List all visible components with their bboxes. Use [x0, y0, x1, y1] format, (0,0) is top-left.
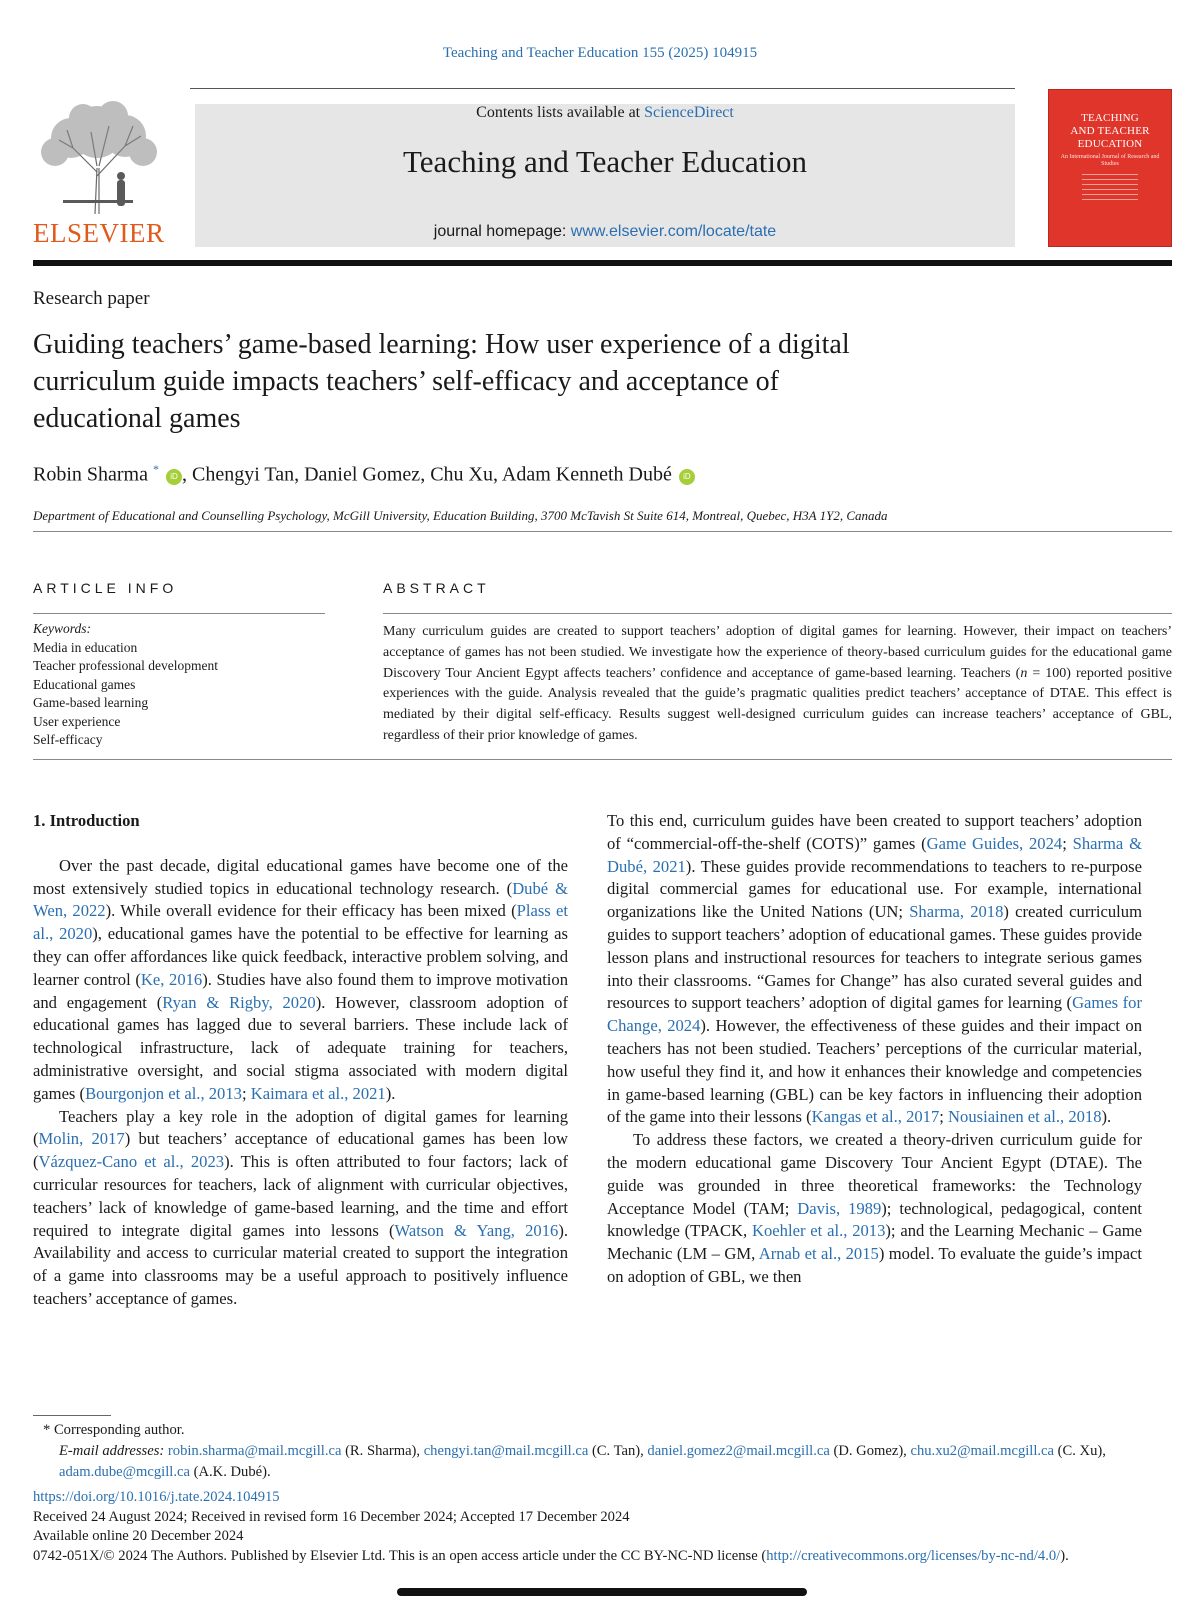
body-text: ) but teachers’ acceptance of educational games has been low ( — [33, 1129, 569, 1172]
received-dates: Received 24 August 2024; Received in revised form 16 December 2024; Accepted 17 December 2024 — [33, 1508, 630, 1525]
article-info-heading: ARTICLE INFO — [33, 580, 178, 596]
doi-link[interactable]: https://doi.org/10.1016/j.tate.2024.104915 — [33, 1489, 280, 1505]
citation-link[interactable]: Ke, 2016 — [140, 969, 203, 989]
abstract-rule — [383, 613, 1172, 614]
body-text: Teachers play a key role in the adoption of digital games for learning ( — [33, 1106, 568, 1149]
body-text: Over the past decade, digital educational games have become one of the most extensively studied topics in educational technology research. ( — [33, 855, 568, 898]
header-rule — [190, 88, 1015, 89]
citation-link[interactable]: Games for Change, 2024 — [607, 993, 1143, 1036]
body-text: ; — [1062, 833, 1073, 853]
citation-link[interactable]: Davis, 1989 — [797, 1198, 882, 1218]
email-addresses — [33, 1441, 1172, 1483]
section-divider — [33, 531, 1172, 532]
body-text: ) created curriculum guides to support teachers’ adoption of educational games. These guides provide lesson plans and instructional resources for teachers to integrate serious games into their classrooms. “Games for Change” has also curated several guides and resources to support teachers’ adoption of digital games for learning ( — [607, 902, 1142, 1013]
body-paragraph — [607, 1129, 1142, 1289]
keywords-block — [33, 620, 218, 750]
email-label: E-mail addresses: — [59, 1443, 168, 1459]
home-indicator-bar[interactable] — [397, 1588, 807, 1596]
journal-banner — [195, 104, 1015, 247]
citation-link[interactable]: Ryan & Rigby, 2020 — [162, 992, 316, 1012]
body-text: ). This is often attributed to four factors; lack of curricular resources for teachers, lack of alignment with curricular objectives, teachers’ lack of knowledge of game-based learning, and the time and effort required to integrate digital games into lessons ( — [33, 1152, 568, 1240]
citation-link[interactable]: Watson & Yang, 2016 — [394, 1220, 559, 1240]
email-link[interactable]: chu.xu2@mail.mcgill.ca — [910, 1443, 1055, 1459]
header-thick-rule — [33, 260, 1172, 266]
body-text: ); technological, pedagogical, content knowledge (TPACK, — [607, 1198, 1142, 1241]
email-link[interactable]: robin.sharma@mail.mcgill.ca — [167, 1443, 342, 1459]
footnotes — [33, 1420, 1172, 1483]
cover-title-line: EDUCATION — [1077, 138, 1143, 150]
citation-link[interactable]: Sharma & Dubé, 2021 — [607, 833, 1143, 876]
abstract-part: = 100) reported positive experiences with the guide. Analysis revealed that the guide’s pragmatic qualities predict teachers’ acceptance of DTAE. This effect is mediated by their digital self-efficacy. Results suggest well-designed curriculum guides can increase teachers’ acceptance of GBL, regardless of their prior knowledge of games. — [383, 665, 1172, 743]
author-name[interactable]: Daniel Gomez — [304, 463, 421, 486]
citation-link[interactable]: Dubé & Wen, 2022 — [33, 878, 568, 921]
body-text: ). While overall evidence for their efficacy has been mixed ( — [105, 901, 517, 921]
sciencedirect-link[interactable]: ScienceDirect — [644, 104, 734, 121]
keyword-item: Game-based learning — [33, 695, 149, 710]
citation-link[interactable]: Vázquez-Cano et al., 2023 — [38, 1152, 225, 1172]
title-line: curriculum guide impacts teachers’ self-efficacy and acceptance of — [33, 366, 780, 397]
body-text: ; — [241, 1083, 251, 1103]
footnote-rule — [33, 1415, 111, 1416]
contents-prefix: Contents lists available at — [476, 104, 645, 121]
body-text: ). Availability and access to curricular material created to support the integration of a game into classrooms may be a useful approach to positively influence teachers’ acceptance of games. — [33, 1220, 568, 1308]
body-paragraph — [607, 810, 1142, 1129]
email-owner: (C. Tan), — [588, 1443, 648, 1459]
bibliographic-info — [33, 1488, 1172, 1566]
email-link[interactable]: chengyi.tan@mail.mcgill.ca — [423, 1443, 589, 1459]
body-text: To address these factors, we created a theory-driven curriculum guide for the modern educational game Discovery Tour Ancient Egypt (DTAE). The guide was grounded in three theoretical frameworks: the Technology Acceptance Model (TAM; — [607, 1130, 1142, 1218]
body-text: ). — [385, 1083, 396, 1103]
body-text: ). However, the effectiveness of these guides and their impact on teachers has not been studied. Teachers’ perceptions of the curricular material, how useful they find it, and how it enhances their knowledge and competencies in game-based learning (GBL) can be key factors in influencing their adoption of the game into their lessons ( — [607, 1016, 1142, 1127]
homepage-prefix: journal homepage: — [433, 223, 571, 240]
body-paragraph — [33, 1106, 568, 1311]
citation-link[interactable]: Kaimara et al., 2021 — [250, 1083, 386, 1103]
keyword-item: Self-efficacy — [33, 732, 103, 747]
author-name[interactable]: Robin Sharma — [33, 463, 148, 486]
author-name[interactable]: Chu Xu — [430, 463, 493, 486]
contents-line — [195, 104, 1015, 122]
body-text: ). These guides provide recommendations to teachers to re-purpose digital commercial games for educational use. For example, international organizations like the United Nations (UN; — [607, 856, 1142, 922]
available-online-date: Available online 20 December 2024 — [33, 1528, 244, 1544]
author-name[interactable]: Chengyi Tan — [192, 463, 295, 486]
orcid-icon[interactable]: iD — [166, 469, 182, 485]
homepage-link[interactable]: www.elsevier.com/locate/tate — [570, 223, 777, 240]
email-owner: (D. Gomez), — [829, 1443, 911, 1459]
citation-link[interactable]: Koehler et al., 2013 — [752, 1221, 886, 1241]
citation-link[interactable]: Nousiainen et al., 2018 — [948, 1107, 1102, 1127]
keywords-label: Keywords: — [33, 621, 91, 636]
body-text: ). Studies have also found them to improve motivation and engagement ( — [33, 969, 569, 1012]
citation-link[interactable]: Bourgonjon et al., 2013 — [85, 1083, 242, 1103]
article-type: Research paper — [33, 288, 150, 309]
abstract-text — [383, 622, 1172, 747]
abstract-heading: ABSTRACT — [383, 580, 490, 596]
tree-emblem-icon — [33, 96, 165, 216]
title-line: educational games — [33, 403, 241, 434]
journal-title: Teaching and Teacher Education — [403, 144, 807, 179]
publisher-logo[interactable] — [33, 96, 165, 248]
email-owner: (A.K. Dubé). — [189, 1464, 271, 1480]
citation-link[interactable]: Molin, 2017 — [38, 1129, 125, 1149]
license-text: ). — [1060, 1547, 1069, 1564]
license-statement — [33, 1547, 1172, 1567]
license-text: 0742-051X/© 2024 The Authors. Published by Elsevier Ltd. This is an open access article under the CC BY-NC-ND license ( — [33, 1547, 767, 1564]
author-name[interactable]: Adam Kenneth Dubé — [501, 463, 672, 486]
article-title — [33, 326, 1093, 437]
email-link[interactable]: daniel.gomez2@mail.mcgill.ca — [647, 1443, 830, 1459]
body-column-left — [33, 810, 568, 1311]
email-link[interactable]: adam.dube@mcgill.ca — [59, 1464, 190, 1480]
publisher-name: ELSEVIER — [33, 218, 165, 248]
citation-link[interactable]: Plass et al., 2020 — [33, 901, 568, 944]
citation-link[interactable]: Kangas et al., 2017 — [811, 1107, 940, 1127]
article-info-rule — [33, 613, 325, 614]
body-text: ). However, classroom adoption of educational games has lagged due to several barriers. These include lack of technological infrastructure, lack of adequate training for teachers, administrative oversight, and social stigma associated with modern digital games ( — [33, 992, 569, 1103]
body-text: ; — [939, 1107, 949, 1127]
keyword-item: Educational games — [33, 676, 136, 692]
body-text: ); and the Learning Mechanic – Game Mechanic (LM – GM, — [607, 1221, 1142, 1264]
email-owner: (C. Xu), — [1054, 1443, 1106, 1459]
section-divider — [33, 759, 1172, 760]
license-link[interactable]: http://creativecommons.org/licenses/by-nc-nd/4.0/ — [766, 1547, 1061, 1564]
body-text: ). — [1101, 1107, 1112, 1127]
citation-link[interactable]: Arnab et al., 2015 — [758, 1244, 879, 1264]
author-list: Robin Sharma * iD , Chengyi Tan, Daniel Gomez, Chu Xu, Adam Kenneth Dubé iD — [33, 462, 695, 487]
introduction-heading: 1. Introduction — [33, 811, 140, 830]
email-owner: (R. Sharma), — [341, 1443, 424, 1459]
corresponding-author-mark[interactable]: * — [153, 462, 159, 476]
cover-subtitle: An International Journal of Research and Studies — [1060, 154, 1160, 167]
keyword-item: Teacher professional development — [33, 658, 218, 673]
corresponding-author-note: * Corresponding author. — [43, 1422, 185, 1438]
citation-link[interactable]: Sharma, 2018 — [909, 902, 1004, 922]
cover-text-lines — [1082, 174, 1138, 200]
sample-size-symbol: n — [1020, 665, 1028, 681]
keyword-item: Media in education — [33, 639, 138, 655]
title-line: Guiding teachers’ game-based learning: How user experience of a digital — [33, 329, 850, 360]
body-text: ), educational games have the potential to be effective for learning as they can offer affordances like quick feedback, interactive problem solving, and learner control ( — [33, 924, 568, 989]
journal-cover-thumbnail[interactable] — [1048, 89, 1172, 247]
body-column-right — [607, 810, 1142, 1289]
orcid-icon[interactable]: iD — [679, 469, 695, 485]
cover-title-line: AND TEACHER — [1070, 125, 1150, 137]
cover-title-line: TEACHING — [1081, 112, 1139, 124]
body-text: To this end, curriculum guides have been created to support teachers’ adoption of “commercial-off-the-shelf (COTS)” games ( — [607, 811, 1142, 853]
citation-link[interactable]: Game Guides, 2024 — [926, 833, 1063, 853]
abstract-part: Many curriculum guides are created to support teachers’ adoption of digital games for learning. However, their impact on teachers’ acceptance of games has not been studied. We investigate how the experience of theory-based curriculum guides for the educational game Discovery Tour Ancient Egypt affects teachers’ confidence and acceptance of game-based learning. Teachers ( — [383, 624, 1172, 681]
journal-citation-link[interactable]: Teaching and Teacher Education 155 (2025) 104915 — [442, 45, 758, 61]
journal-homepage — [195, 223, 1015, 241]
keyword-item: User experience — [33, 713, 121, 729]
author-affiliation: Department of Educational and Counselling Psychology, McGill University, Education Building, 3700 McTavish St Suite 614, Montreal, Quebec, H3A 1Y2, Canada — [33, 508, 888, 523]
body-paragraph — [33, 855, 568, 1106]
body-text: ) model. To evaluate the guide’s impact on adoption of GBL, we then — [607, 1244, 1142, 1286]
